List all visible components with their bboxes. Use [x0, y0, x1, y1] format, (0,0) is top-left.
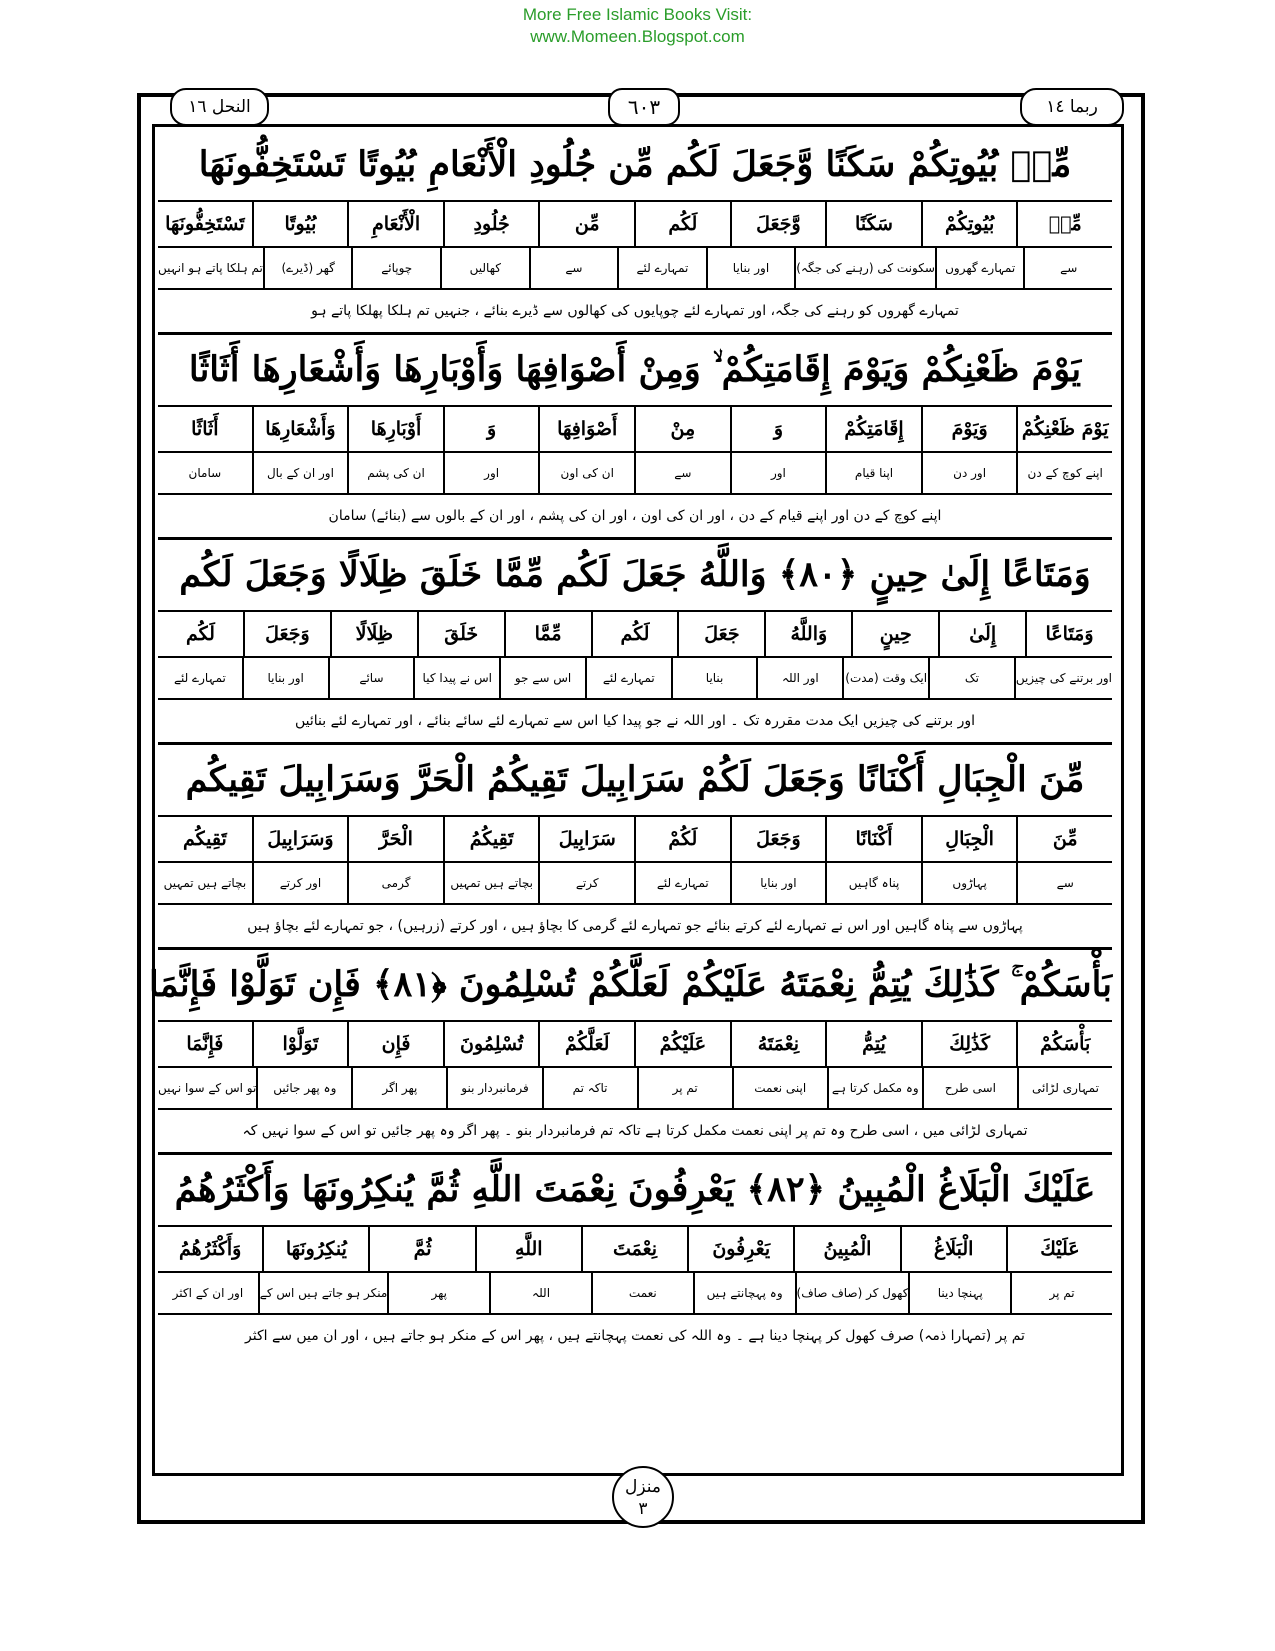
arabic-word-cell: مِنْ	[634, 407, 730, 451]
meaning-row	[158, 248, 1112, 290]
urdu-meaning-cell: اور	[443, 453, 539, 493]
verse-block	[158, 745, 1112, 950]
arabic-verse-line: وَمَتَاعًا إِلَىٰ حِينٍ ﴿٨٠﴾ وَاللَّهُ جَعَلَ لَكُم مِّمَّا خَلَقَ ظِلَالًا وَجَعَلَ لَكُم	[158, 540, 1112, 612]
urdu-meaning-cell: سامان	[188, 466, 222, 480]
urdu-meaning-cell: سے	[634, 453, 730, 493]
arabic-verse-line: عَلَيْكَ الْبَلَاغُ الْمُبِينُ ﴿٨٢﴾ يَعْرِفُونَ نِعْمَتَ اللَّهِ ثُمَّ يُنكِرُونَهَا وَأَكْثَرُهُمُ	[158, 1155, 1112, 1227]
arabic-word-cell: كَذَٰلِكَ	[921, 1022, 1017, 1066]
arabic-word-cell: وَجَعَلَ	[730, 817, 826, 861]
urdu-meaning-cell: تمہارے لئے	[173, 671, 226, 685]
urdu-meaning-cell: اور اللہ	[756, 658, 842, 698]
arabic-word-cell: اللَّهِ	[475, 1227, 581, 1271]
verse-block	[158, 335, 1112, 540]
arabic-word-cell: وَأَكْثَرُهُمُ	[178, 1238, 242, 1260]
arabic-word-cell: سَكَنًا	[825, 202, 921, 246]
promo-link[interactable]: www.Momeen.Blogspot.com	[530, 27, 745, 46]
arabic-word-cell: بَأْسَكُمْ	[1016, 1022, 1112, 1066]
arabic-word-cell: الْحَرَّ	[347, 817, 443, 861]
arabic-word-cell: وَاللَّهُ	[764, 612, 851, 656]
arabic-word-cell: نِعْمَتَهُ	[730, 1022, 826, 1066]
urdu-meaning-cell: منکر ہو جاتے ہیں اس کے	[258, 1273, 388, 1313]
urdu-meaning-cell: سے	[1023, 248, 1112, 288]
meaning-row	[158, 863, 1112, 905]
arabic-word-cell: بُيُوتِكُمْ	[921, 202, 1017, 246]
arabic-word-cell: لَكُم	[634, 202, 730, 246]
urdu-meaning-cell: تم پر	[637, 1068, 732, 1108]
arabic-word-cell: عَلَيْكَ	[1006, 1227, 1112, 1271]
urdu-meaning-cell: کھالیں	[440, 248, 529, 288]
arabic-verse-line: بَأْسَكُمْ ۚ كَذَٰلِكَ يُتِمُّ نِعْمَتَهُ عَلَيْكُمْ لَعَلَّكُمْ تُسْلِمُونَ ﴿٨١﴾ فَإِن تَوَلَّوْا فَإِنَّمَا	[158, 950, 1112, 1022]
urdu-meaning-cell: تمہارے لئے	[617, 248, 706, 288]
urdu-meaning-cell: اللہ	[489, 1273, 591, 1313]
urdu-meaning-cell: گرمی	[347, 863, 443, 903]
urdu-translation-line: اپنے کوچ کے دن اور اپنے قیام کے دن ، اور ان کی اون ، اور ان کی پشم ، اور ان کے بالوں سے (بنائے) سامان	[158, 495, 1112, 540]
urdu-meaning-cell: اور برتنے کی چیزیں	[1014, 658, 1112, 698]
urdu-meaning-cell: اور بنایا	[730, 863, 826, 903]
urdu-meaning-cell: اپنے کوچ کے دن	[1016, 453, 1112, 493]
arabic-word-cell: تَقِيكُم	[182, 828, 227, 850]
arabic-word-cell: يَعْرِفُونَ	[687, 1227, 793, 1271]
meaning-row	[158, 1068, 1112, 1110]
urdu-meaning-cell: تمہارے لئے	[585, 658, 671, 698]
urdu-meaning-cell: پھر	[387, 1273, 489, 1313]
urdu-meaning-cell: سے	[529, 248, 618, 288]
arabic-word-cell: يُنكِرُونَهَا	[262, 1227, 368, 1271]
arabic-word-cell: بُيُوتًا	[252, 202, 348, 246]
arabic-word-cell: مِّمَّا	[504, 612, 591, 656]
urdu-meaning-cell: اس نے پیدا کیا	[413, 658, 499, 698]
urdu-meaning-cell: ان کی اون	[538, 453, 634, 493]
arabic-word-cell: فَإِنَّمَا	[186, 1033, 224, 1055]
arabic-verse-line: مِّنۢ بُيُوتِكُمْ سَكَنًا وَّجَعَلَ لَكُم مِّن جُلُودِ الْأَنْعَامِ بُيُوتًا تَسْتَخِفُّونَهَا	[158, 130, 1112, 202]
arabic-word-cell: جُلُودِ	[443, 202, 539, 246]
arabic-word-cell: مِّنَ	[1016, 817, 1112, 861]
urdu-meaning-cell: تمہارے لئے	[634, 863, 730, 903]
arabic-word-cell: يَوْمَ ظَعْنِكُمْ	[1016, 407, 1112, 451]
arabic-word-cell: تُسْلِمُونَ	[443, 1022, 539, 1066]
urdu-meaning-cell: سائے	[328, 658, 414, 698]
arabic-word-cell: وَ	[443, 407, 539, 451]
urdu-meaning-cell: سے	[1016, 863, 1112, 903]
urdu-meaning-cell: پہاڑوں	[921, 863, 1017, 903]
urdu-meaning-cell: پناہ گاہیں	[825, 863, 921, 903]
urdu-meaning-cell: اور ان کے بال	[252, 453, 348, 493]
verse-block	[158, 130, 1112, 335]
page-number: ٦٠٣	[608, 88, 680, 126]
urdu-meaning-cell: تو اس کے سوا نہیں	[158, 1081, 257, 1095]
urdu-meaning-cell: بنایا	[671, 658, 757, 698]
urdu-translation-line: تمہاری لڑائی میں ، اسی طرح وہ تم پر اپنی نعمت مکمل کرتا ہے تاکہ تم فرمانبردار بنو ۔ پھر اگر وہ پھر جائیں تو اس کے سوا نہیں کہ	[158, 1110, 1112, 1155]
arabic-word-cell: أَثَاثًا	[191, 418, 219, 440]
arabic-word-cell: وَسَرَابِيلَ	[252, 817, 348, 861]
arabic-word-cell: جَعَلَ	[677, 612, 764, 656]
arabic-word-cell: ظِلَالًا	[330, 612, 417, 656]
arabic-word-cell: وَ	[730, 407, 826, 451]
word-row	[158, 1227, 1112, 1273]
arabic-word-cell: فَإِن	[347, 1022, 443, 1066]
urdu-meaning-cell: ایک وقت (مدت)	[842, 658, 928, 698]
arabic-word-cell: وَأَشْعَارِهَا	[252, 407, 348, 451]
page-content	[149, 130, 1112, 1357]
arabic-word-cell: أَكْنَانًا	[825, 817, 921, 861]
urdu-translation-line: اور برتنے کی چیزیں ایک مدت مقررہ تک ۔ اور اللہ نے جو پیدا کیا اس سے تمہارے لئے سائے بنائے ، اور تمہارے لئے بنائیں	[158, 700, 1112, 745]
arabic-word-cell: لَكُمْ	[634, 817, 730, 861]
arabic-word-cell: تَقِيكُمُ	[443, 817, 539, 861]
arabic-word-cell: لَكُم	[591, 612, 678, 656]
urdu-meaning-cell: تم ہلکا پاتے ہو انہیں	[157, 261, 263, 275]
arabic-word-cell: خَلَقَ	[417, 612, 504, 656]
urdu-meaning-cell: بچاتے ہیں تمہیں	[163, 876, 247, 890]
urdu-meaning-cell: تاکہ تم	[542, 1068, 637, 1108]
arabic-word-cell: وَجَعَلَ	[243, 612, 330, 656]
arabic-verse-line: يَوْمَ ظَعْنِكُمْ وَيَوْمَ إِقَامَتِكُمْ ۙ وَمِنْ أَصْوَافِهَا وَأَوْبَارِهَا وَأَشْعَارِهَا أَثَاثًا	[158, 335, 1112, 407]
urdu-meaning-cell: تم پر	[1010, 1273, 1112, 1313]
meaning-row	[158, 1273, 1112, 1315]
urdu-meaning-cell: اور کرتے	[252, 863, 348, 903]
arabic-word-cell: مِّن	[538, 202, 634, 246]
manzil-badge	[612, 1466, 674, 1528]
meaning-row	[158, 453, 1112, 495]
arabic-word-cell: أَوْبَارِهَا	[347, 407, 443, 451]
meaning-row	[158, 658, 1112, 700]
urdu-meaning-cell: تمہاری لڑائی	[1017, 1068, 1112, 1108]
urdu-meaning-cell: اپنی نعمت	[732, 1068, 827, 1108]
verse-block	[158, 1155, 1112, 1357]
urdu-translation-line: پہاڑوں سے پناہ گاہیں اور اس نے تمہارے لئے کرتے بنائے جو تمہارے لئے گرمی کا بچاؤ ہیں ، اور کرتے (زرہیں) ، جو تمہارے لئے بچاؤ ہیں	[158, 905, 1112, 950]
arabic-word-cell: أَصْوَافِهَا	[538, 407, 634, 451]
arabic-word-cell: لَكُم	[186, 623, 215, 645]
urdu-meaning-cell: اسی طرح	[922, 1068, 1017, 1108]
urdu-meaning-cell: تک	[928, 658, 1014, 698]
arabic-word-cell: مِّنۢ	[1016, 202, 1112, 246]
urdu-meaning-cell: وہ مکمل کرتا ہے	[827, 1068, 922, 1108]
arabic-word-cell: وَيَوْمَ	[921, 407, 1017, 451]
word-row	[158, 407, 1112, 453]
arabic-word-cell: حِينٍ	[851, 612, 938, 656]
urdu-meaning-cell: چوپائے	[351, 248, 440, 288]
word-row	[158, 1022, 1112, 1068]
urdu-meaning-cell: سکونت کی (رہنے کی جگہ)	[794, 248, 935, 288]
arabic-word-cell: وَّجَعَلَ	[730, 202, 826, 246]
arabic-word-cell: إِقَامَتِكُمْ	[825, 407, 921, 451]
arabic-word-cell: إِلَىٰ	[938, 612, 1025, 656]
urdu-meaning-cell: گھر (ڈیرے)	[263, 248, 352, 288]
arabic-word-cell: لَعَلَّكُمْ	[538, 1022, 634, 1066]
arabic-word-cell: سَرَابِيلَ	[538, 817, 634, 861]
arabic-word-cell: الْجِبَالِ	[921, 817, 1017, 861]
urdu-meaning-cell: وہ پھر جائیں	[256, 1068, 351, 1108]
arabic-word-cell: يُتِمُّ	[825, 1022, 921, 1066]
surah-label: النحل ١٦	[170, 88, 269, 126]
urdu-translation-line: تمہارے گھروں کو رہنے کی جگہ، اور تمہارے لئے چوپایوں کی کھالوں سے ڈیرے بنائے ، جنہیں تم ہلکا پھلکا پاتے ہو	[158, 290, 1112, 335]
arabic-word-cell: الْأَنْعَامِ	[347, 202, 443, 246]
urdu-meaning-cell: فرمانبردار بنو	[446, 1068, 541, 1108]
manzil-label: منزل	[625, 1477, 661, 1497]
urdu-meaning-cell: اور	[730, 453, 826, 493]
arabic-word-cell: ثُمَّ	[368, 1227, 474, 1271]
word-row	[158, 202, 1112, 248]
word-row	[158, 612, 1112, 658]
manzil-number: ٣	[638, 1499, 648, 1519]
verse-block	[158, 540, 1112, 745]
arabic-word-cell: تَسْتَخِفُّونَهَا	[165, 213, 245, 235]
verse-block	[149, 950, 1112, 1155]
urdu-meaning-cell: ان کی پشم	[347, 453, 443, 493]
urdu-meaning-cell: کھول کر (صاف صاف)	[795, 1273, 909, 1313]
urdu-meaning-cell: اپنا قیام	[825, 453, 921, 493]
promo-banner	[0, 4, 1275, 48]
urdu-meaning-cell: بچاتے ہیں تمہیں	[443, 863, 539, 903]
urdu-meaning-cell: وہ پہچانتے ہیں	[693, 1273, 795, 1313]
arabic-word-cell: وَمَتَاعًا	[1025, 612, 1112, 656]
urdu-meaning-cell: اور بنایا	[706, 248, 795, 288]
para-label: ربما ١٤	[1020, 88, 1124, 126]
arabic-word-cell: الْبَلَاغُ	[900, 1227, 1006, 1271]
promo-line[interactable]: More Free Islamic Books Visit:	[522, 5, 753, 24]
word-row	[158, 817, 1112, 863]
urdu-meaning-cell: پھر اگر	[351, 1068, 446, 1108]
arabic-word-cell: نِعْمَتَ	[581, 1227, 687, 1271]
urdu-meaning-cell: نعمت	[591, 1273, 693, 1313]
urdu-meaning-cell: اس سے جو	[499, 658, 585, 698]
arabic-word-cell: تَوَلَّوْا	[252, 1022, 348, 1066]
urdu-meaning-cell: اور دن	[921, 453, 1017, 493]
urdu-translation-line: تم پر (تمہارا ذمہ) صرف کھول کر پہنچا دینا ہے ۔ وہ اللہ کی نعمت پہچانتے ہیں ، پھر اس کے منکر ہو جاتے ہیں ، اور ان میں سے اکثر	[245, 1328, 1025, 1344]
arabic-word-cell: الْمُبِينُ	[793, 1227, 899, 1271]
urdu-meaning-cell: پہنچا دینا	[908, 1273, 1010, 1313]
arabic-word-cell: عَلَيْكُمْ	[634, 1022, 730, 1066]
urdu-meaning-cell: کرتے	[538, 863, 634, 903]
arabic-verse-line: مِّنَ الْجِبَالِ أَكْنَانًا وَجَعَلَ لَكُمْ سَرَابِيلَ تَقِيكُمُ الْحَرَّ وَسَرَابِيلَ تَقِيكُم	[158, 745, 1112, 817]
urdu-meaning-cell: تمہارے گھروں	[935, 248, 1024, 288]
urdu-meaning-cell: اور ان کے اکثر	[172, 1286, 244, 1300]
urdu-meaning-cell: اور بنایا	[242, 658, 328, 698]
